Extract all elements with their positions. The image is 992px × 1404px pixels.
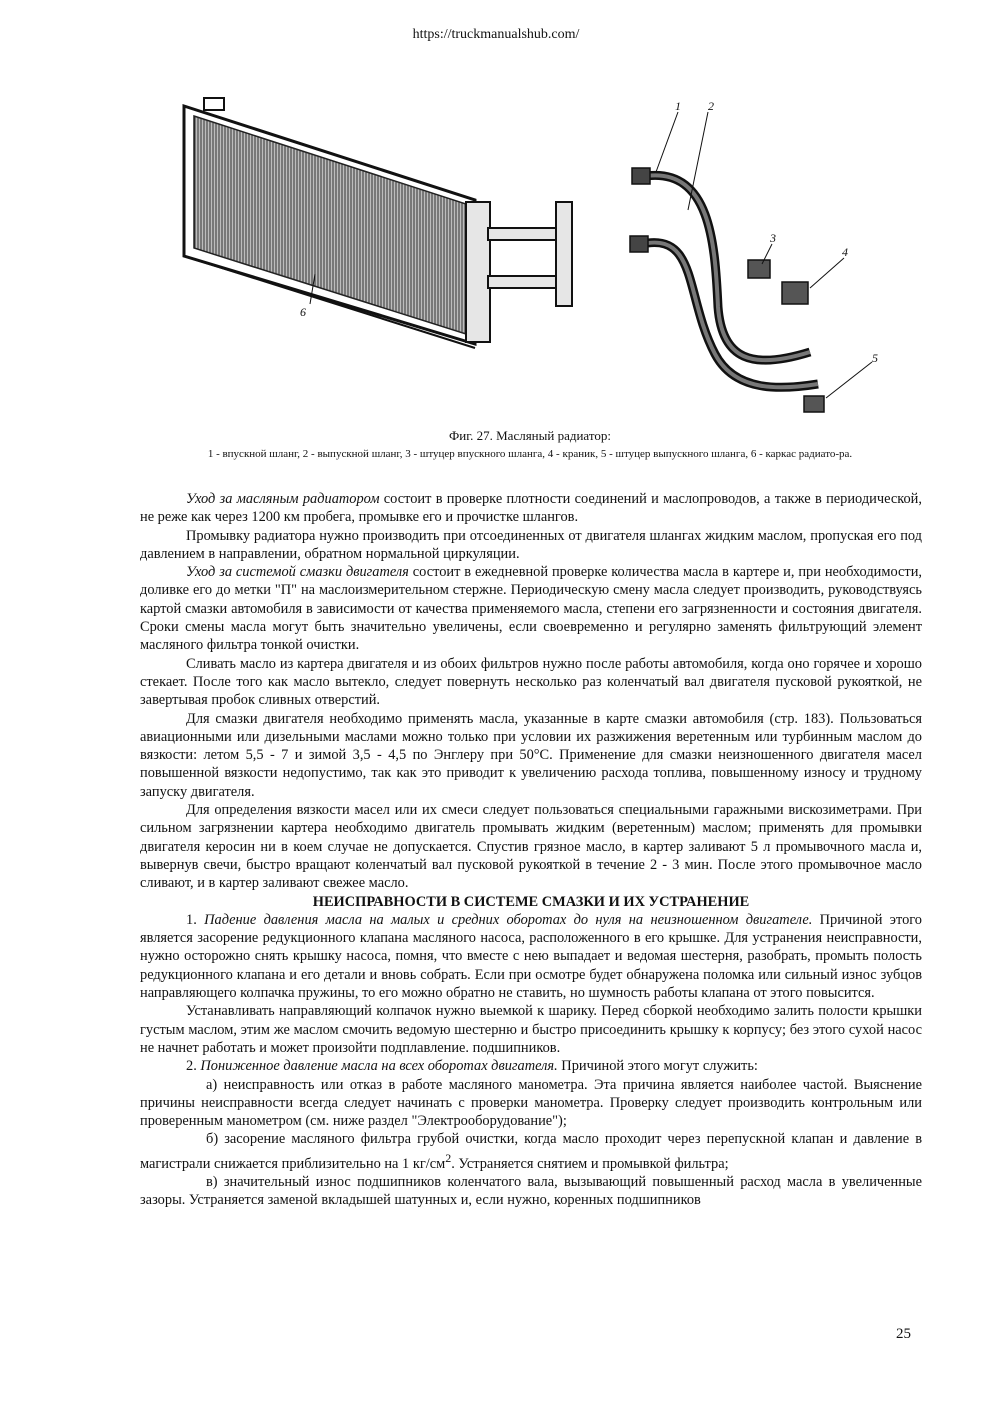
paragraph: Для смазки двигателя необходимо применять масла, указанные в карте смазки автомобиля (стр. 183). Пользоваться авиационными или дизельными маслами можно только при условии их разжижения веретенным или турбинным маслом до вязкости: летом 5,5 - 7 и зимой 3,5 - 4,5 по Энглеру при 50°С. Применение для смазки неизношенного двигателя масел повышенной вязкости недопустимо, так как это приводит к увеличению расхода топлива, повышенному износу и трудному запуску двигателя. bbox=[140, 710, 922, 800]
radiator-drawing bbox=[184, 98, 572, 348]
label-4: 4 bbox=[842, 245, 848, 259]
paragraph: 1. Падение давления масла на малых и средних оборотах до нуля на неизношенном двигателе. Причиной этого является засорение редукционного клапана масляного насоса, расположенного в его крышке. Для устранения неисправности, нужно осторожно снять крышку насоса, помня, что вместе с нею выпадает и ведомая шестерня, разобрать, промыть полость редукционного клапана и его детали и вновь собрать. Если при осмотре будет обнаружена поломка или сильный износ зубцов направляющего колпачка пружины, то его можно обратно не ставить, но шумность работы клапана от этого повысится. bbox=[140, 911, 923, 1002]
caption-title: Фиг. 27. Масляный радиатор: bbox=[449, 428, 611, 443]
list-item: б) засорение масляного фильтра грубой очистки, когда масло проходит через перепускной клапан и давление в магистрали снижается приблизительно на 1 $кг/см^2$. Устраняется снятием и промывкой фильтра; bbox=[140, 1131, 922, 1172]
page-number: 25 bbox=[896, 1326, 911, 1342]
hose-assembly-drawing bbox=[630, 168, 824, 412]
caption-legend: 1 - впускной шланг, 2 - выпускной шланг, 3 - штуцер впускного шланга, 4 - краник, 5 - штуцер выпускного шланга, 6 - каркас радиато-ра. bbox=[207, 448, 853, 460]
source-url: https://truckmanualshub.com/ bbox=[412, 27, 580, 42]
label-2: 2 bbox=[708, 99, 714, 113]
figure-caption bbox=[140, 428, 920, 461]
paragraph: Устанавливать направляющий колпачок нужно выемкой к шарику. Перед сборкой необходимо залить полости крышки густым маслом, этим же маслом смочить ведомую шестерню и быстро присоединить крышку к корпусу; без этого сухой насос не начнет работать и может произойти подплавление. подшипников. bbox=[140, 1003, 922, 1056]
list-item: в) значительный износ подшипников коленчатого вала, вызывающий повышенный расход масла в увеличенные зазоры. Устраняется заменой вкладышей шатунных и, если нужно, коренных подшипников bbox=[140, 1173, 922, 1209]
paragraph: Для определения вязкости масел или их смеси следует пользоваться специальными гаражными вискозиметрами. При сильном загрязнении картера необходимо двигатель промывать жидким (веретенным) маслом; применять для промывки двигателя керосин ни в коем случае не допускается. Спустив грязное масло, в картер заливают 5 л промывочного масла и, вывернув свечи, быстро вращают коленчатый вал пусковой рукояткой в течение 2 - 3 мин. После этого промывочное масло сливают, и в картер заливают свежее масло. bbox=[140, 802, 922, 892]
italic-term: Падение давления масла на малых и средних оборотах до нуля на неизношенном двигателе. bbox=[204, 911, 813, 928]
label-1: 1 bbox=[675, 99, 681, 113]
list-item: а) неисправность или отказ в работе масляного манометра. Эта причина является наиболее частой. Выяснение причины неисправности всегда следует начинать с проверки манометра. Проверку следует производить контрольным или проверенным манометром (см. ниже раздел "Электрооборудование"); bbox=[140, 1076, 922, 1130]
oil-radiator-figure bbox=[170, 92, 890, 422]
body-text bbox=[140, 490, 922, 1209]
paragraph: Уход за системой смазки двигателя состоит в ежедневной проверке количества масла в картере и, при необходимости, доливке его до метки "П" на маслоизмерительном стержне. Периодическую смену масла следует производить, руководствуясь картой смазки автомобиля в зависимости от качества применяемого масла, степени его загрязненности и состояния двигателя. Сроки смены масла могут быть значительно увеличены, если своевременно и регулярно заменять фильтрующий элемент масляного фильтра тонкой очистки. bbox=[140, 564, 922, 654]
label-5: 5 bbox=[872, 351, 878, 365]
paragraph: Уход за масляным радиатором состоит в проверке плотности соединений и маслопроводов, а также в периодической, не реже как через 1200 км пробега, промывке его и прочистке шлангов. bbox=[140, 491, 922, 526]
section-heading: НЕИСПРАВНОСТИ В СИСТЕМЕ СМАЗКИ И ИХ УСТРАНЕНИЕ bbox=[312, 893, 750, 910]
paragraph: 2. Пониженное давление масла на всех оборотах двигателя. Причиной этого могут служить: bbox=[186, 1058, 758, 1075]
label-6: 6 bbox=[300, 305, 306, 319]
italic-term: Уход за системой смазки двигателя bbox=[186, 564, 409, 581]
italic-term: Пониженное давление масла на всех оборотах двигателя. bbox=[200, 1058, 558, 1075]
label-3: 3 bbox=[770, 231, 776, 245]
paragraph: Промывку радиатора нужно производить при отсоединенных от двигателя шлангах жидким маслом, пропуская его под давлением в направлении, обратном нормальной циркуляции. bbox=[140, 527, 922, 562]
paragraph: Сливать масло из картера двигателя и из обоих фильтров нужно после работы автомобиля, когда оно горячее и хорошо стекает. После того как масло вытекло, следует повернуть несколько раз коленчатый вал двигателя пусковой рукояткой, не завертывая пробок сливных отверстий. bbox=[140, 655, 922, 709]
italic-term: Уход за масляным радиатором bbox=[186, 491, 380, 507]
